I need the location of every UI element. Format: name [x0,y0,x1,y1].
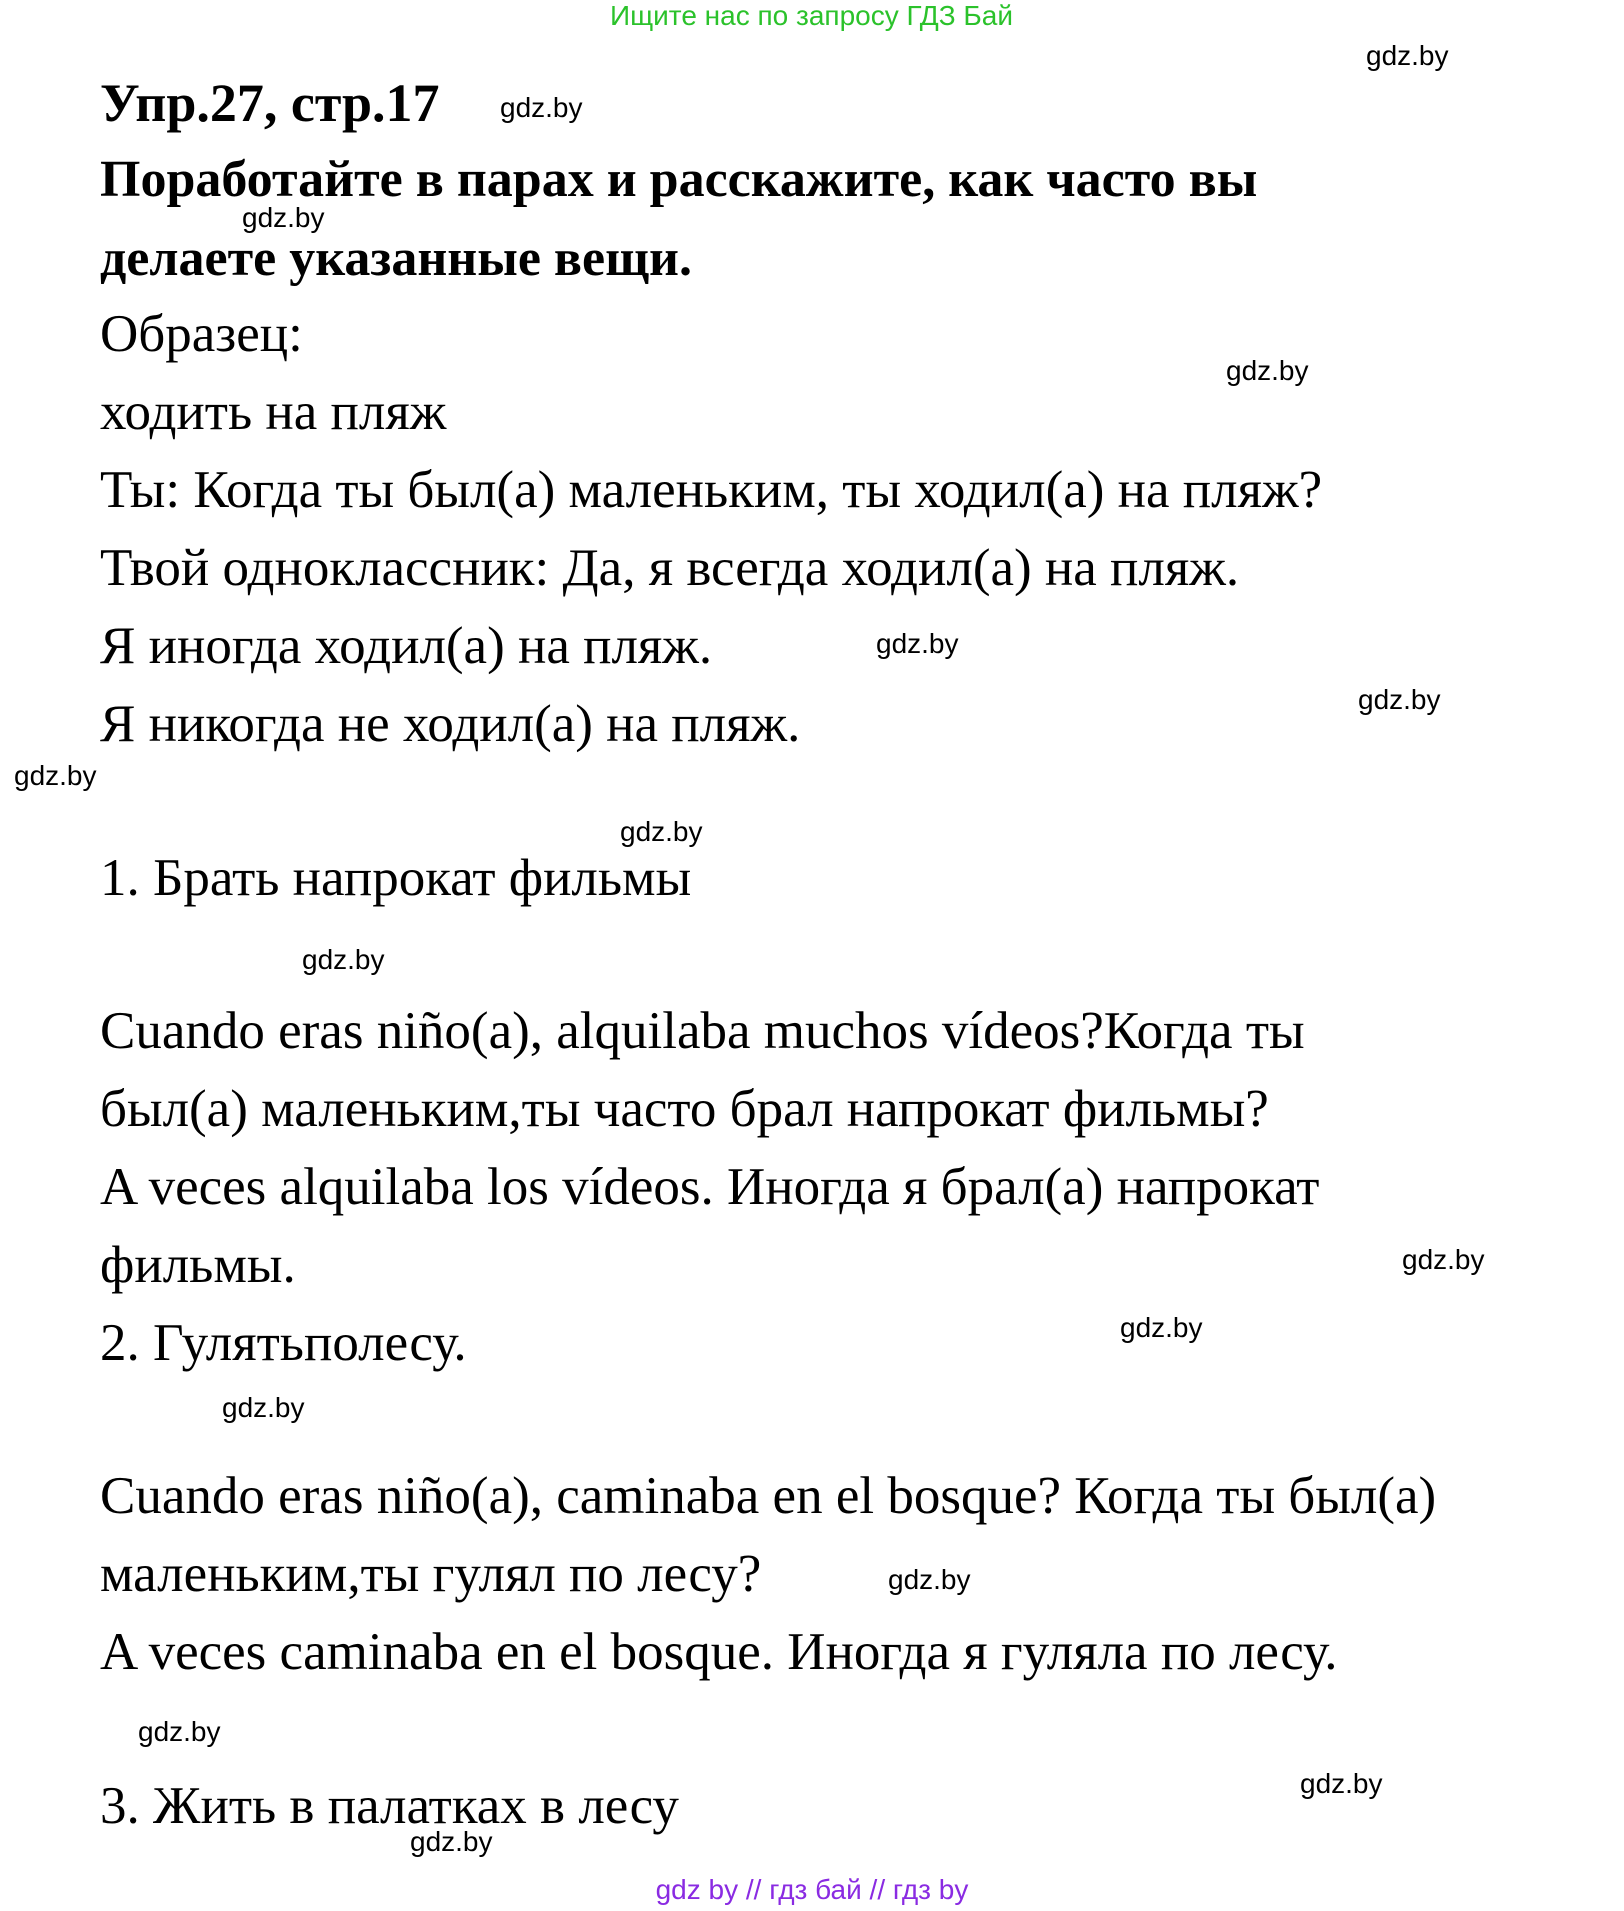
footer-link-gdz-by-alt[interactable]: гдз by [892,1874,969,1905]
watermark: gdz.by [1300,1768,1383,1799]
item-heading: 3. Жить в палатках в лесу [100,1777,679,1835]
watermark: gdz.by [876,628,959,659]
sample-line: Я никогда не ходил(а) на пляж. [100,695,801,753]
task-line-2: делаете указанные вещи. [100,230,692,287]
search-banner: Ищите нас по запросу ГДЗ Бай [610,0,1014,31]
exercise-title: Упр.27, стр.17 [100,73,440,133]
watermark: gdz.by [1120,1312,1203,1343]
sample-line: ходить на пляж [100,383,447,441]
item-line: маленьким,ты гулял по лесу? [100,1545,762,1603]
item-line: Cuando eras niño(a), caminaba en el bosque? Когда ты был(а) [100,1467,1437,1525]
item-line: фильмы. [100,1236,296,1294]
watermark: gdz.by [888,1564,971,1595]
watermark: gdz.by [1402,1244,1485,1275]
watermark: gdz.by [242,202,325,233]
watermark: gdz.by [620,816,703,847]
sample-label: Образец: [100,305,303,363]
watermark: gdz.by [1358,684,1441,715]
footer-links [0,1876,1624,1904]
sample-line: Твой одноклассник: Да, я всегда ходил(а) на пляж. [100,539,1240,597]
sample-line: Я иногда ходил(а) на пляж. [100,617,713,675]
watermark: gdz.by [410,1826,493,1857]
watermark: gdz.by [302,944,385,975]
item-line: был(а) маленьким,ты часто брал напрокат фильмы? [100,1080,1269,1138]
footer-link-gdz-bai[interactable]: гдз бай [769,1874,862,1905]
watermark: gdz.by [138,1716,221,1747]
watermark: gdz.by [1226,355,1309,386]
task-line-1: Поработайте в парах и расскажите, как часто вы [100,151,1258,208]
item-line: Cuando eras niño(a), alquilaba muchos vídeos?Когда ты [100,1002,1305,1060]
item-heading: 1. Брать напрокат фильмы [100,849,692,907]
watermark: gdz.by [1366,40,1449,71]
watermark: gdz.by [500,92,583,123]
footer-separator: // [869,1874,886,1905]
sample-line: Ты: Когда ты был(а) маленьким, ты ходил(а) на пляж? [100,461,1323,519]
item-line: A veces caminaba en el bosque. Иногда я гуляла по лесу. [100,1623,1338,1681]
watermark: gdz.by [222,1392,305,1423]
item-line: A veces alquilaba los vídeos. Иногда я брал(а) напрокат [100,1158,1320,1216]
watermark: gdz.by [14,760,97,791]
item-heading: 2. Гулятьполесу. [100,1314,467,1372]
footer-separator: // [745,1874,762,1905]
footer-link-gdz-by[interactable]: gdz by [655,1874,739,1905]
